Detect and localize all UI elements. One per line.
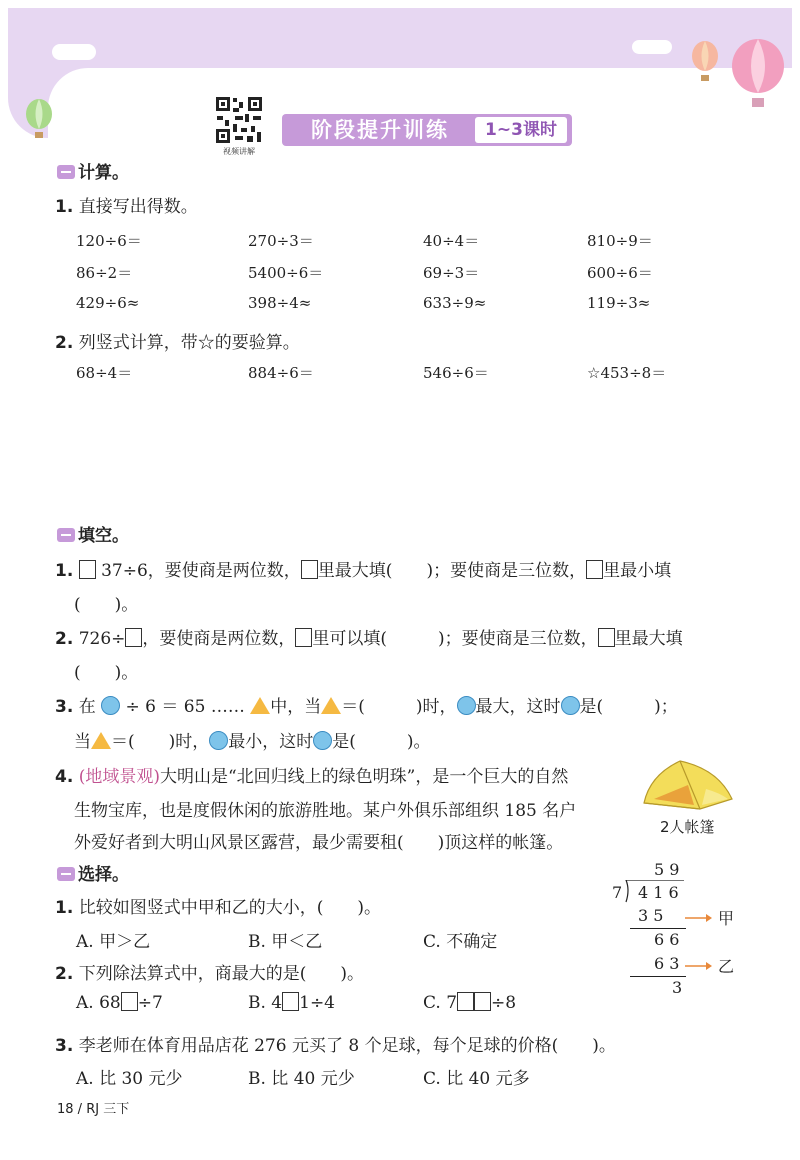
option-a[interactable]: A. 甲＞乙 — [76, 932, 151, 952]
section-heading-text: 计算。 — [78, 163, 129, 183]
question-text: 在 — [78, 697, 96, 717]
question-text: 最大，这时 — [475, 697, 561, 717]
triangle-shape-icon — [250, 697, 270, 714]
region-tag: (地域景观) — [78, 767, 160, 787]
section-number-icon — [57, 867, 75, 881]
fill-question-4-line3: 外爱好者到大明山风景区露营，最少需要租( )顶这样的帐篷。 — [74, 833, 564, 853]
calc-item: 69÷3＝ — [423, 264, 480, 282]
fill-question-4 — [55, 762, 568, 787]
vertical-calc-item: 68÷4＝ — [76, 364, 133, 382]
fill-question-4-line2: 生物宝库，也是度假休闲的旅游胜地。某户外俱乐部组织 185 名户 — [74, 801, 577, 821]
balloon-icon — [728, 38, 788, 110]
option-b[interactable]: B. 比 40 元少 — [248, 1069, 355, 1089]
fill-question-2-cont: ( )。 — [74, 663, 139, 683]
question-text: 下列除法算式中，商最大的是( )。 — [78, 964, 364, 984]
question-1-1 — [55, 192, 198, 217]
option-c[interactable]: C. 比 40 元多 — [423, 1069, 530, 1089]
section-number-icon — [57, 528, 75, 542]
question-text: ，要使商是两位数， — [142, 629, 296, 649]
calc-item: 5400÷6＝ — [248, 264, 324, 282]
division-divisor: 7 — [612, 883, 623, 902]
question-text: 里最小填 — [603, 561, 672, 581]
balloon-icon — [688, 40, 722, 84]
balloon-icon — [22, 98, 56, 140]
choice-question-3 — [55, 1031, 616, 1056]
division-step-3: 6 3 — [654, 954, 680, 973]
question-text: 大明山是“北回归线上的绿色明珠”，是一个巨大的自然 — [159, 767, 569, 787]
blank-box — [598, 628, 615, 647]
option-b[interactable]: B. 甲＜乙 — [248, 932, 323, 952]
long-division-figure — [610, 860, 750, 1020]
page-title: 阶段提升训练 — [311, 118, 449, 142]
question-number: 3. — [55, 1036, 74, 1056]
calc-item: 810÷9＝ — [587, 232, 653, 250]
question-text: 最小，这时 — [228, 732, 314, 752]
option-a[interactable] — [76, 992, 163, 1013]
question-text: 中，当 — [270, 697, 322, 717]
question-number: 4. — [55, 767, 74, 787]
blank-box — [295, 628, 312, 647]
qr-code-icon — [215, 96, 263, 144]
fill-question-3 — [55, 692, 678, 717]
calc-item: 429÷6≈ — [76, 294, 140, 312]
edition-label: RJ 三下 — [86, 1102, 130, 1117]
question-text: 李老师在体育用品店花 276 元买了 8 个足球，每个足球的价格( )。 — [78, 1036, 616, 1056]
vertical-calc-item: ☆453÷8＝ — [587, 364, 667, 382]
section-heading-calc — [57, 158, 129, 183]
calc-item: 633÷9≈ — [423, 294, 487, 312]
page-footer: 18 / RJ 三下 — [57, 1102, 130, 1117]
question-text: 里可以填( )；要使商是三位数， — [312, 629, 598, 649]
calc-item: 86÷2＝ — [76, 264, 133, 282]
question-text: ＝( )时， — [341, 697, 457, 717]
option-text: ÷8 — [491, 993, 517, 1013]
division-remainder: 3 — [672, 978, 683, 997]
triangle-shape-icon — [321, 697, 341, 714]
cloud-right — [632, 40, 672, 54]
question-text: 列竖式计算，带☆的要验算。 — [78, 333, 300, 353]
cloud-left — [52, 44, 96, 60]
calc-item: 119÷3≈ — [587, 294, 651, 312]
fill-question-1 — [55, 556, 671, 581]
option-text: A. 68 — [76, 993, 121, 1013]
calc-item: 270÷3＝ — [248, 232, 314, 250]
question-text: 里最大填 — [614, 629, 683, 649]
section-heading-text: 填空。 — [78, 526, 129, 546]
lesson-range-tag: 1~3课时 — [475, 117, 567, 143]
question-text: 是( )。 — [332, 732, 431, 752]
section-heading-fill — [57, 521, 129, 546]
question-number: 2. — [55, 964, 74, 984]
question-number: 1. — [55, 898, 74, 918]
option-b[interactable] — [248, 992, 335, 1013]
option-c[interactable] — [423, 992, 516, 1013]
fill-question-2 — [55, 624, 683, 649]
calc-item: 600÷6＝ — [587, 264, 653, 282]
calc-item: 398÷4≈ — [248, 294, 312, 312]
blank-box — [121, 992, 138, 1011]
option-a[interactable]: A. 比 30 元少 — [76, 1069, 183, 1089]
question-text: 当 — [74, 732, 91, 752]
label-yi: 乙 — [718, 957, 735, 976]
blank-box — [586, 560, 603, 579]
question-text: ÷ 6 ＝ 65 …… — [125, 697, 245, 717]
blank-box — [301, 560, 318, 579]
section-heading-choice — [57, 860, 129, 885]
option-text: C. 7 — [423, 993, 458, 1013]
division-step-1: 3 5 — [638, 906, 664, 925]
blank-box — [282, 992, 299, 1011]
question-text: 比较如图竖式中甲和乙的大小，( )。 — [78, 898, 381, 918]
circle-shape-icon — [209, 731, 228, 750]
label-jia: 甲 — [718, 909, 735, 928]
option-text: B. 4 — [248, 993, 283, 1013]
circle-shape-icon — [561, 696, 580, 715]
division-line — [630, 928, 686, 929]
arrow-right-icon — [684, 912, 714, 924]
section-number-icon — [57, 165, 75, 179]
question-text: 直接写出得数。 — [78, 197, 198, 217]
division-dividend: 4 1 6 — [638, 883, 679, 902]
question-number: 3. — [55, 697, 74, 717]
page-number: 18 — [57, 1102, 74, 1117]
question-text: ＝( )时， — [111, 732, 210, 752]
division-line — [630, 976, 686, 977]
option-c[interactable]: C. 不确定 — [423, 932, 498, 952]
tent-icon — [640, 755, 736, 813]
question-text: 里最大填( )；要使商是三位数， — [317, 561, 587, 581]
circle-shape-icon — [457, 696, 476, 715]
arrow-right-icon — [684, 960, 714, 972]
division-quotient: 5 9 — [654, 860, 680, 879]
question-1-2 — [55, 328, 300, 353]
tent-caption: 2人帐篷 — [660, 818, 715, 836]
calc-item: 120÷6＝ — [76, 232, 142, 250]
circle-shape-icon — [101, 696, 120, 715]
division-step-2: 6 6 — [654, 930, 680, 949]
question-text: 37÷6，要使商是两位数， — [101, 561, 301, 581]
circle-shape-icon — [313, 731, 332, 750]
fill-question-3-cont — [74, 727, 431, 752]
question-number: 1. — [55, 561, 74, 581]
option-text: 1÷4 — [299, 993, 336, 1013]
triangle-shape-icon — [91, 732, 111, 749]
blank-box — [457, 992, 474, 1011]
question-number: 1. — [55, 197, 74, 217]
qr-caption: 视频讲解 — [223, 147, 255, 156]
blank-box — [79, 560, 96, 579]
blank-box — [125, 628, 142, 647]
calc-item: 40÷4＝ — [423, 232, 480, 250]
vertical-calc-item: 884÷6＝ — [248, 364, 314, 382]
choice-question-1 — [55, 893, 381, 918]
choice-question-2 — [55, 959, 364, 984]
question-number: 2. — [55, 629, 74, 649]
fill-question-1-cont: ( )。 — [74, 595, 139, 615]
question-number: 2. — [55, 333, 74, 353]
option-text: ÷7 — [137, 993, 163, 1013]
vertical-calc-item: 546÷6＝ — [423, 364, 489, 382]
section-heading-text: 选择。 — [78, 865, 129, 885]
question-text: 726÷ — [78, 629, 126, 649]
question-text: 是( )； — [579, 697, 678, 717]
blank-box — [474, 992, 491, 1011]
